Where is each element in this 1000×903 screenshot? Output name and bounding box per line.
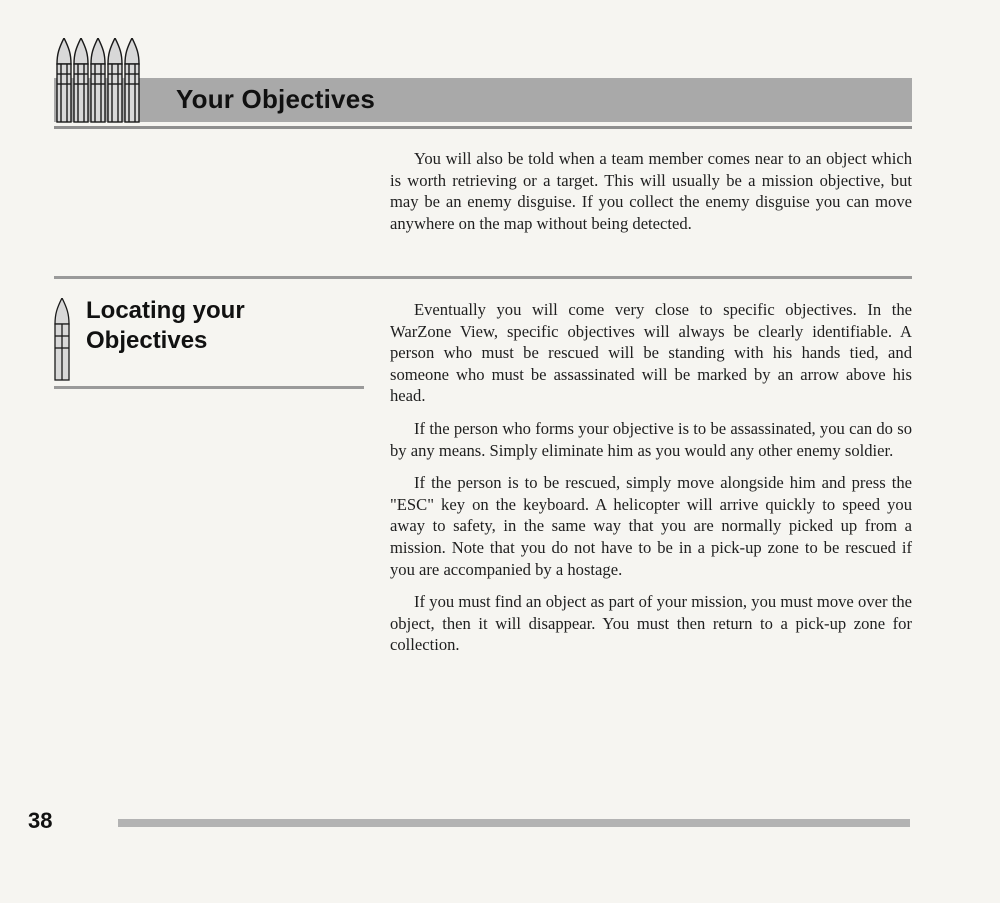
section-heading-line1: Locating your: [86, 297, 245, 324]
body-paragraph: Eventually you will come very close to specific objectives. In the WarZone View, specific objectives will always be clearly identifiable. A person who must be rescued will be standing with his hands tied, and someone who must be assassinated will be marked by an arrow above his head.: [390, 300, 912, 406]
body-paragraph: If you must find an object as part of your mission, you must move over the object, then it will disappear. You must then return to a pick-up zone for collection.: [390, 592, 912, 655]
section-body: [390, 299, 912, 667]
bullets-icon: [54, 38, 150, 124]
header-rule: [54, 126, 912, 129]
section-heading-rule: [54, 386, 364, 389]
body-paragraph: If the person is to be rescued, simply move alongside him and press the "ESC" key on the keyboard. A helicopter will arrive quickly to speed you away to safety, in the same way that you are normally picked up from a mission. Note that you do not have to be in a pick-up zone to be rescued if you are accompanied by a hostage.: [390, 473, 912, 579]
body-paragraph: If the person who forms your objective is to be assassinated, you can do so by any means. Simply eliminate him as you would any other enemy soldier.: [390, 418, 912, 460]
section-heading-line2: Objectives: [86, 327, 208, 354]
page-title: Your Objectives: [176, 84, 376, 114]
section-divider: [54, 276, 912, 279]
footer-rule: [118, 819, 910, 827]
intro-paragraph: You will also be told when a team member comes near to an object which is worth retrieving or a target. This will usually be a mission objective, but may be an enemy disguise. If you collect the enemy disguise you can move anywhere on the map without being detected.: [390, 149, 912, 233]
page-number: 38: [28, 808, 53, 833]
bullet-icon: [54, 298, 70, 382]
intro-text: [390, 148, 912, 245]
section-heading: [86, 296, 245, 356]
